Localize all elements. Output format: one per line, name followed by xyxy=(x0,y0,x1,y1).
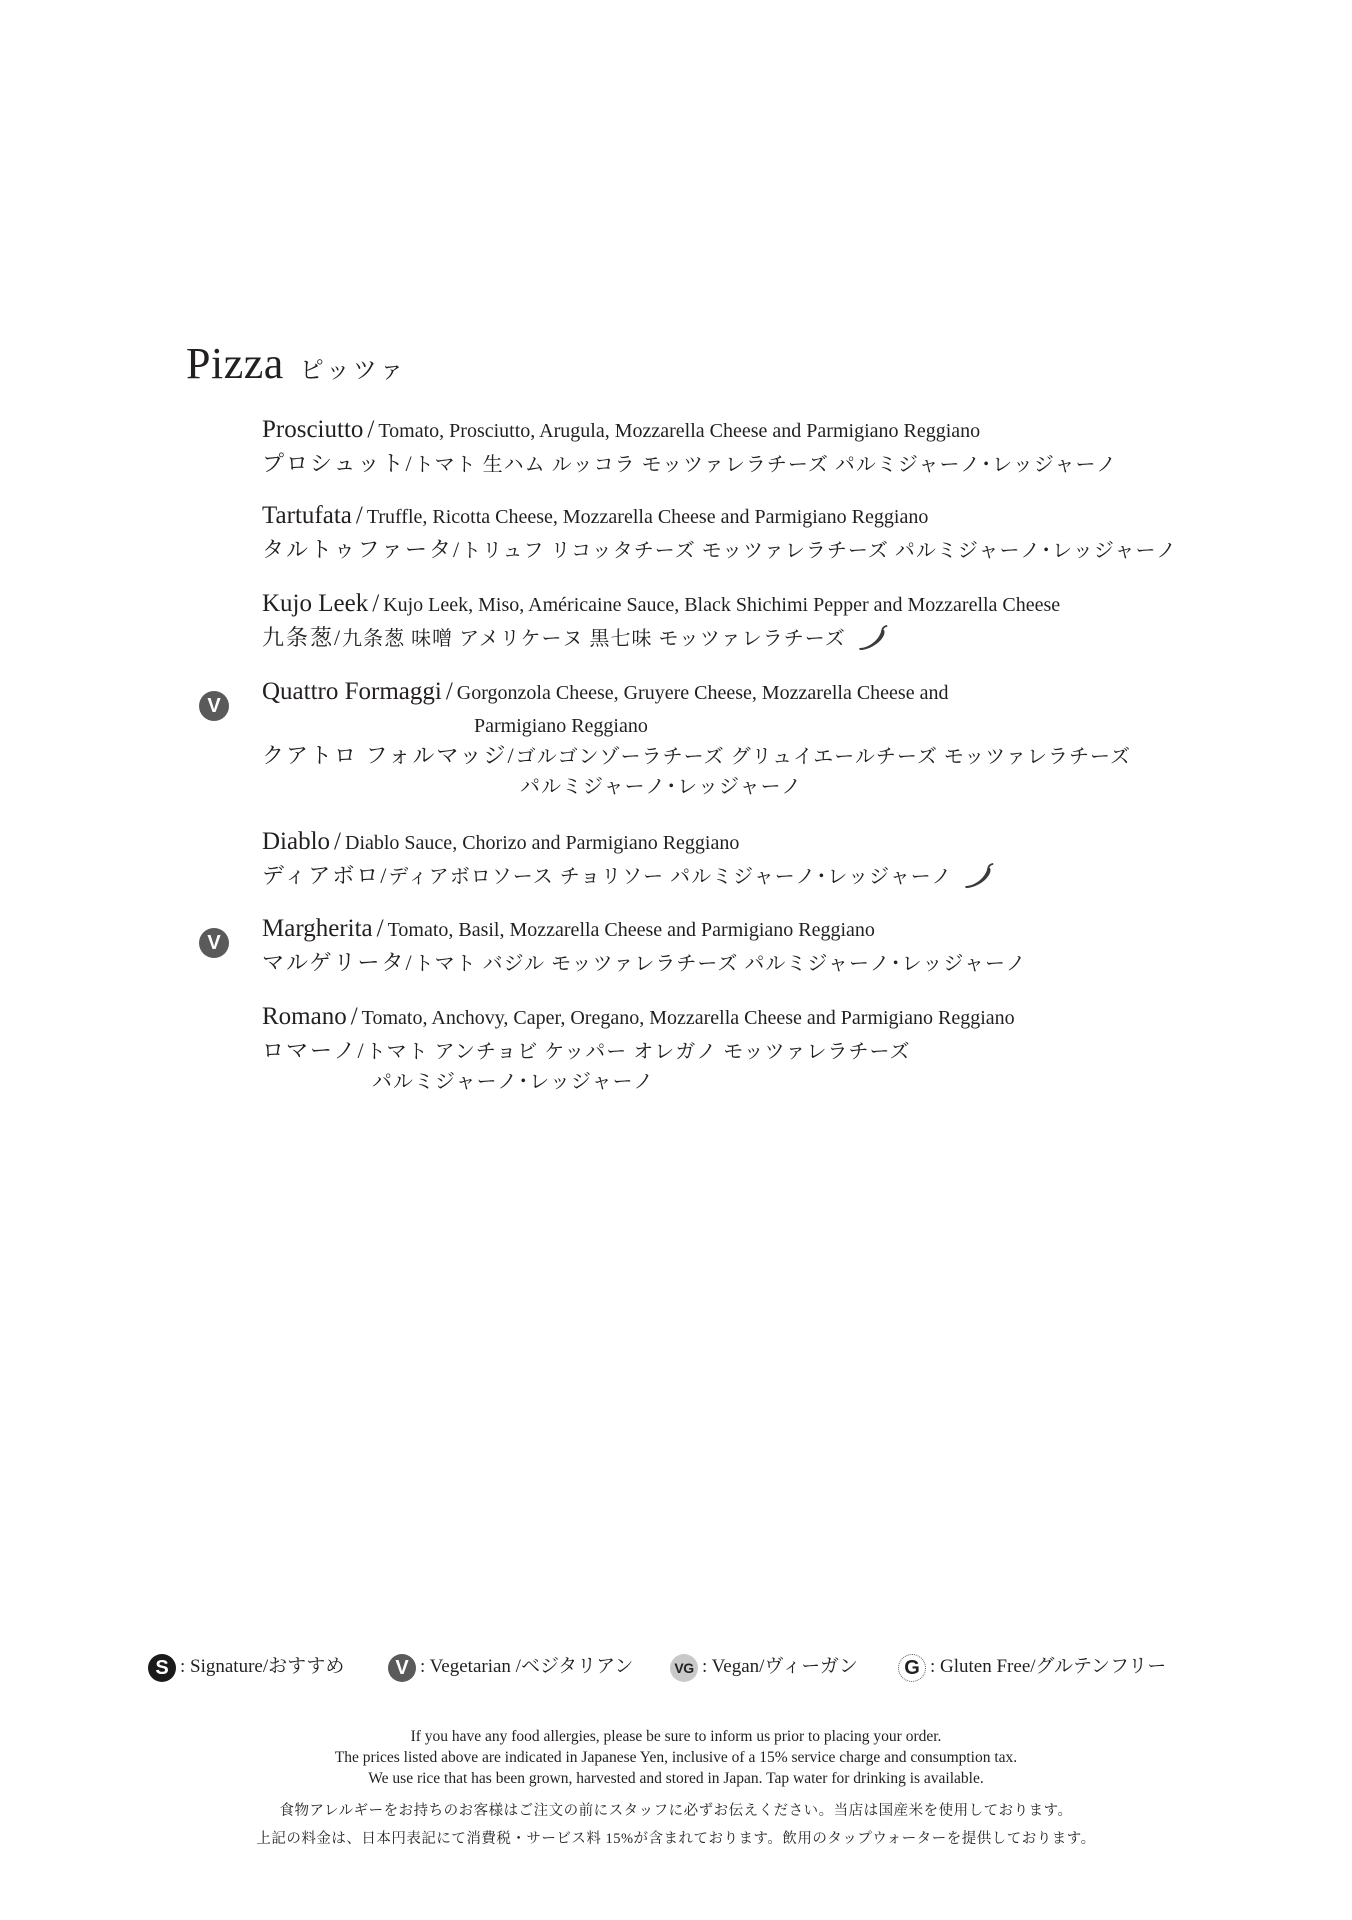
menu-item-romano xyxy=(262,1001,1282,1097)
vegetarian-icon: V xyxy=(199,691,229,721)
item-description-jp: ゴルゴンゾーラチーズ グリュイエールチーズ モッツァレラチーズ xyxy=(515,746,1132,768)
item-description-en: Gorgonzola Cheese, Gruyere Cheese, Mozzarella Cheese and xyxy=(456,682,949,704)
item-separator: / xyxy=(445,678,453,705)
item-name-en: Kujo Leek xyxy=(262,590,369,617)
item-separator: / xyxy=(355,502,363,529)
section-title-en: Pizza xyxy=(186,339,284,388)
item-name-jp: 九条葱/ xyxy=(262,625,343,650)
legend-vegetarian xyxy=(388,1652,633,1682)
menu-item-kujo-leek xyxy=(262,588,1282,654)
item-name-jp: マルゲリータ/ xyxy=(262,950,414,975)
menu-item-diablo xyxy=(262,826,1282,892)
item-name-jp: ロマーノ/ xyxy=(262,1038,366,1063)
vegetarian-icon: V xyxy=(199,928,229,958)
item-description-en: Truffle, Ricotta Cheese, Mozzarella Cheese and Parmigiano Reggiano xyxy=(366,506,929,528)
item-name-en: Romano xyxy=(262,1003,347,1030)
menu-item-prosciutto xyxy=(262,414,1282,480)
item-separator: / xyxy=(376,915,384,942)
item-description-jp-continued: パルミジャーノ･レッジャーノ xyxy=(372,1071,655,1093)
vegan-icon: VG xyxy=(670,1654,698,1682)
item-name-en: Quattro Formaggi xyxy=(262,678,442,705)
vegetarian-icon: V xyxy=(388,1654,416,1682)
item-description-jp: トマト バジル モッツァレラチーズ パルミジャーノ･レッジャーノ xyxy=(413,953,1027,975)
allergy-rice-note-jp: 食物アレルギーをお持ちのお客様はご注文の前にスタッフに必ずお伝えください。当店は国産米を使用しております。 xyxy=(279,1803,1073,1819)
item-name-jp: ディアボロ/ xyxy=(262,863,389,888)
item-description-jp: 九条葱 味噌 アメリケーヌ 黒七味 モッツァレラチーズ xyxy=(342,628,846,650)
item-separator: / xyxy=(334,828,341,855)
item-separator: / xyxy=(372,590,380,617)
item-name-jp: プロシュット/ xyxy=(262,451,414,476)
gluten-free-icon: G xyxy=(898,1654,926,1682)
item-description-en: Tomato, Anchovy, Caper, Oregano, Mozzarella Cheese and Parmigiano Reggiano xyxy=(361,1007,1015,1029)
item-name-en: Tartufata xyxy=(262,502,352,529)
legend-vegan xyxy=(670,1652,858,1682)
item-description-en: Kujo Leek, Miso, Américaine Sauce, Black Shichimi Pepper and Mozzarella Cheese xyxy=(383,594,1061,616)
legend-label: : Signature/おすすめ xyxy=(180,1656,345,1677)
item-description-jp-continued: パルミジャーノ･レッジャーノ xyxy=(520,776,803,798)
item-description-en: Diablo Sauce, Chorizo and Parmigiano Reggiano xyxy=(345,832,740,854)
legend-label: : Vegetarian /ベジタリアン xyxy=(420,1656,634,1677)
item-separator: / xyxy=(367,416,375,443)
menu-item-margherita xyxy=(262,913,1282,979)
item-separator: / xyxy=(350,1003,358,1030)
item-description-jp: ディアボロソース チョリソー パルミジャーノ･レッジャーノ xyxy=(388,866,953,888)
chili-pepper-icon xyxy=(856,625,888,651)
item-description-jp: トマト 生ハム ルッコラ モッツァレラチーズ パルミジャーノ･レッジャーノ xyxy=(413,454,1118,476)
price-water-note-jp: 上記の料金は、日本円表記にて消費税・サービス料 15%が含まれております。飲用のタップウォーターを提供しております。 xyxy=(256,1831,1096,1847)
chili-pepper-icon xyxy=(962,863,994,889)
allergy-note-en: If you have any food allergies, please be sure to inform us prior to placing your order. xyxy=(410,1728,942,1745)
footer-notes xyxy=(0,1726,1352,1851)
item-name-jp: クアトロ フォルマッジ/ xyxy=(262,743,516,768)
legend-gluten-free xyxy=(898,1652,1166,1682)
item-description-en-continued: Parmigiano Reggiano xyxy=(474,715,648,737)
item-name-jp: タルトゥファータ/ xyxy=(262,537,462,562)
menu-item-quattro-formaggi xyxy=(262,676,1282,802)
section-title-jp: ピッツァ xyxy=(299,358,407,384)
signature-icon: S xyxy=(148,1654,176,1682)
legend-label: : Gluten Free/グルテンフリー xyxy=(930,1656,1167,1677)
item-description-jp: トリュフ リコッタチーズ モッツァレラチーズ パルミジャーノ･レッジャーノ xyxy=(461,540,1178,562)
price-note-en: The prices listed above are indicated in Japanese Yen, inclusive of a 15% service charge and consumption tax. xyxy=(334,1749,1018,1766)
legend-signature xyxy=(148,1652,344,1682)
item-description-en: Tomato, Basil, Mozzarella Cheese and Parmigiano Reggiano xyxy=(387,919,875,941)
section-title xyxy=(186,338,407,389)
menu-item-tartufata xyxy=(262,500,1282,566)
legend-label: : Vegan/ヴィーガン xyxy=(702,1656,858,1677)
item-description-en: Tomato, Prosciutto, Arugula, Mozzarella Cheese and Parmigiano Reggiano xyxy=(378,420,981,442)
item-description-jp: トマト アンチョビ ケッパー オレガノ モッツァレラチーズ xyxy=(365,1041,911,1063)
rice-water-note-en: We use rice that has been grown, harvested and stored in Japan. Tap water for drinking is available. xyxy=(368,1770,984,1787)
legend xyxy=(0,1652,1352,1686)
item-name-en: Diablo xyxy=(262,828,331,855)
item-name-en: Prosciutto xyxy=(262,416,364,443)
item-name-en: Margherita xyxy=(262,915,373,942)
